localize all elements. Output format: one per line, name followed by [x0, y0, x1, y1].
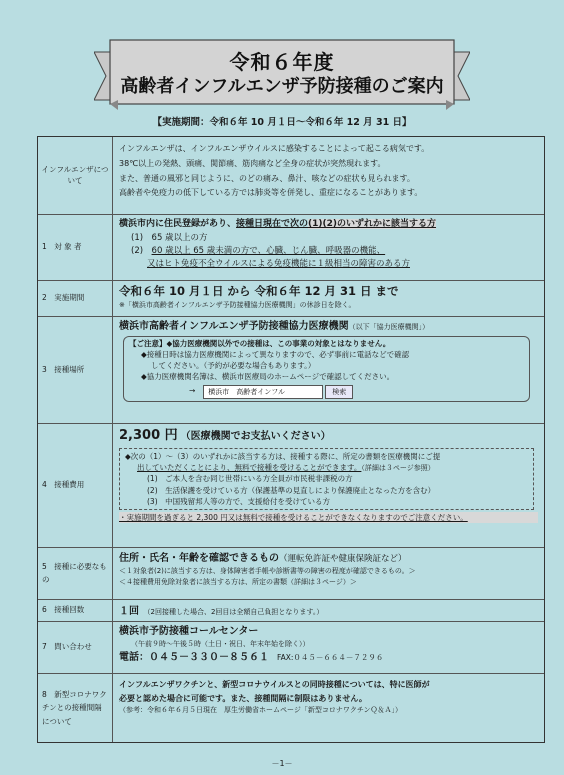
fee-item-2: (2) 生活保護を受けている方（保護基準の見直しにより保護廃止となった方を含む） [147, 485, 436, 495]
label-contact: 7 問い合わせ [38, 622, 113, 673]
fee-footer: ・実施期間を過ぎると 2,300 円又は無料で接種を受けることができなくなりますのでご注意ください。 [119, 512, 538, 523]
row-bring [38, 548, 544, 600]
about-line: インフルエンザは、インフルエンザウイルスに感染することによって起こる病気です。 [119, 144, 430, 153]
bring-content [113, 548, 544, 599]
label-target: 1 対 象 者 [38, 215, 113, 280]
row-about [38, 137, 544, 215]
target-content [113, 215, 544, 280]
label-place: 3 接種場所 [38, 317, 113, 423]
count-main: １回 [119, 606, 139, 617]
period-content [113, 281, 544, 316]
fax-number: FAX:０４５－６６４－７２９６ [277, 652, 384, 662]
bring-note-2: ＜４接種費用免除対象者に該当する方は、所定の書類（詳細は３ページ）＞ [119, 577, 357, 586]
search-input[interactable]: 横浜市 高齢者インフル [203, 385, 323, 399]
place-bullet-1: ◆接種日時は協力医療機関によって異なりますので、必ず事前に電話などで確認 [141, 349, 410, 359]
row-period [38, 281, 544, 317]
place-content [113, 317, 544, 423]
bring-main: 住所・氏名・年齢を確認できるもの（運転免許証や健康保険証など） [119, 553, 407, 564]
label-period: 2 実施期間 [38, 281, 113, 316]
phone-number: ０４５－３３０－８５６１ [149, 651, 269, 663]
target-item-2: (2) 60 歳以上 65 歳未満の方で、心臓、じん臓、呼吸器の機能、 [131, 246, 386, 257]
fee-item-1: (1) ご本人を含む同じ世帯にいる方全員が市民税非課税の方 [147, 474, 353, 484]
target-main: 横浜市内に住民登録があり、接種日現在で次の(1)(2)のいずれかに該当する方 [119, 219, 437, 229]
about-content [113, 137, 544, 214]
fee-item-3: (3) 中国残留邦人等の方で、支援給付を受けている方 [147, 496, 330, 506]
label-bring: 5 接種に必要なもの [38, 548, 113, 599]
contact-main: 横浜市予防接種コールセンター [119, 626, 259, 637]
period-main: 令和６年 10 月１日 から 令和６年 12 月 31 日 まで [119, 284, 399, 298]
title-banner [94, 38, 470, 114]
bring-note-1: ＜１対象者(2)に該当する方は、身体障害者手帳や診断書等の障害の程度が確認できるもの。＞ [119, 567, 416, 575]
covid-ref: （参考：令和６年６月５日現在 厚生労働省ホームページ「新型コロナワクチンＱ＆Ａ」） [119, 706, 403, 715]
search-button[interactable]: 検索 [325, 385, 353, 399]
row-place [38, 317, 544, 424]
count-content [113, 600, 544, 621]
info-table [37, 136, 545, 743]
place-caution-box [123, 336, 530, 402]
fee-content [113, 424, 544, 547]
fee-exemption-box [119, 448, 534, 511]
about-line: 高齢者や免疫力の低下している方では肺炎等を併発し、重症になることがあります。 [119, 188, 423, 198]
fee-box-line-1: ◆次の（1）～（3）のいずれかに該当する方は、接種する際に、所定の書類を医療機関にご提 [125, 451, 441, 461]
label-covid: 8 新型コロナワクチンとの接種間隔について [38, 674, 113, 742]
place-caution: 【ご注意】◆協力医療機関以外での接種は、この事業の対象とはなりません。 [129, 339, 391, 348]
row-count [38, 600, 544, 622]
covid-line-2: 必要と認めた場合に可能です。また、接種間隔に制限はありません。 [119, 693, 367, 703]
title-line-1: 令和６年度 [229, 50, 335, 74]
covid-line-1: インフルエンザワクチンと、新型コロナウイルスとの同時接種については、特に医師が [119, 680, 430, 689]
covid-content [113, 674, 544, 742]
title-line-2: 高齢者インフルエンザ予防接種のご案内 [120, 76, 444, 97]
arrow-icon: → [189, 386, 196, 396]
label-count: 6 接種回数 [38, 600, 113, 621]
row-contact [38, 622, 544, 674]
row-fee [38, 424, 544, 548]
row-covid [38, 674, 544, 742]
place-bullet-1-cont: してください。（予約が必要な場合もあります。） [151, 360, 316, 370]
fee-box-line-2: 出していただくことにより、無料で接種を受けることができます。（詳細は３ページ参照） [137, 462, 435, 472]
target-item-2-cont: 又はヒト免疫不全ウイルスによる免疫機能に１級相当の障害のある方 [147, 259, 410, 270]
label-about: インフルエンザについて [38, 137, 113, 214]
fee-amount-line: 2,300 円 （医療機関でお支払いください） [119, 428, 331, 443]
row-target [38, 215, 544, 281]
label-fee: 4 接種費用 [38, 424, 113, 547]
place-bullet-2: ◆協力医療機関名簿は、横浜市医療局のホームページで確認してください。 [141, 371, 395, 381]
about-line: 38℃以上の発熱、頭痛、関節痛、筋肉痛など全身の症状が突然現れます。 [119, 158, 386, 168]
period-banner: 【実施期間：令和６年 10 月１日～令和６年 12 月 31 日】 [152, 117, 412, 128]
target-item-1: (1) 65 歳以上の方 [131, 232, 208, 243]
count-note: （2回接種した場合、2回目は全額自己負担となります。） [147, 608, 324, 616]
contact-phone-line: 電話：０４５－３３０－８５６１ FAX:０４５－６６４－７２９６ [119, 651, 384, 663]
place-main: 横浜市高齢者インフルエンザ予防接種協力医療機関（以下「協力医療機関」） [119, 321, 430, 332]
about-line: また、普通の風邪と同じように、のどの痛み、鼻汁、咳などの症状も見られます。 [119, 173, 415, 183]
contact-hours: （午前９時～午後５時（土日・祝日、年末年始を除く）） [131, 640, 310, 648]
period-note: ※「横浜市高齢者インフルエンザ予防接種協力医療機関」の休診日を除く。 [119, 301, 356, 310]
page-number: －1－ [271, 759, 293, 768]
search-box [189, 385, 524, 399]
contact-content [113, 622, 544, 673]
